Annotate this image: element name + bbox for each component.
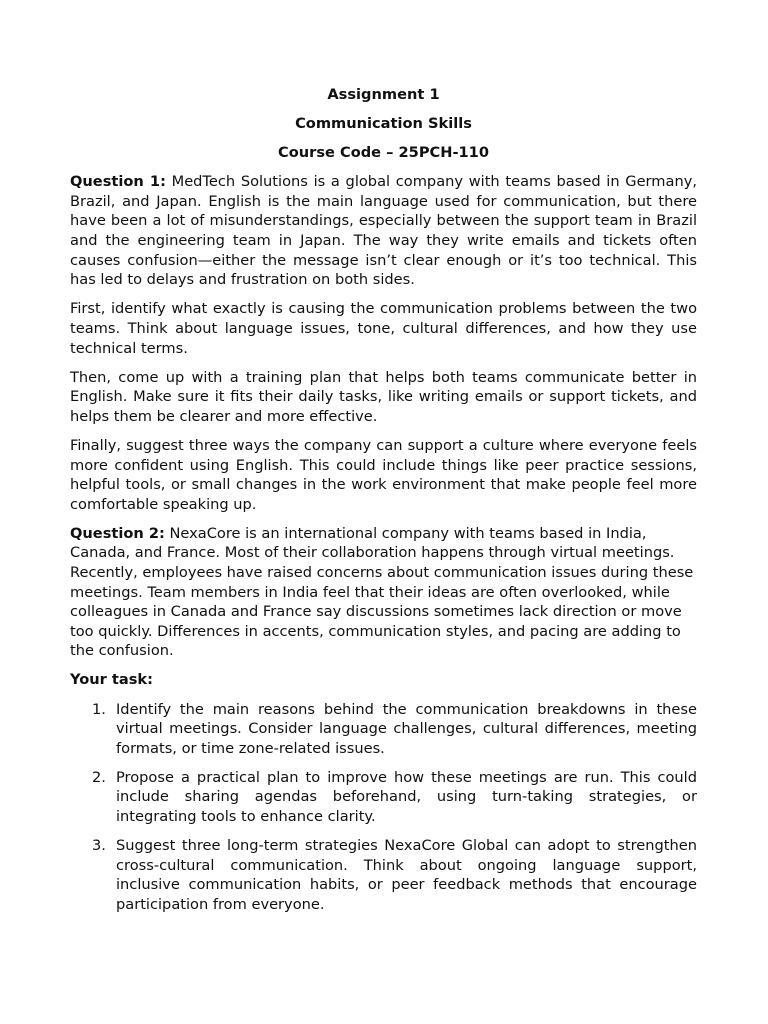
question-2-paragraph — [70, 524, 697, 661]
task-item — [70, 768, 697, 827]
question-1-label: Question 1: — [70, 173, 166, 191]
question-1-part-identify: First, identify what exactly is causing the communication problems between the two teams. Think about language issues, tone, cultural differences, and how they use technical terms. — [70, 300, 697, 357]
question-2-intro: NexaCore is an international company with teams based in India, Canada, and France. Most of their collaboration happens through virtual meetings. Recently, employees have raised concerns about communication issues during these meetings. Team members in India feel that their ideas are often overlooked, while colleagues in Canada and France say discussions sometimes lack direction or move too quickly. Differences in accents, communication styles, and pacing are adding to the confusion. — [70, 524, 694, 660]
assignment-title: Assignment 1 — [327, 86, 440, 103]
task-number: 2. — [92, 768, 106, 786]
task-item — [70, 700, 697, 759]
question-1-intro: MedTech Solutions is a global company with teams based in Germany, Brazil, and Japan. English is the main language used for communication, but there have been a lot of misunderstandings, especially between the support team in Brazil and the engineering team in Japan. The way they write emails and tickets often causes confusion—either the message isn’t clear enough or it’s too technical. This has led to delays and frustration on both sides. — [70, 173, 697, 289]
task-number: 3. — [92, 837, 106, 855]
document-page — [70, 85, 697, 924]
task-number: 1. — [92, 700, 106, 718]
question-1-part-culture: Finally, suggest three ways the company can support a culture where everyone feels more confident using English. This could include things like peer practice sessions, helpful tools, or small changes in the work environment that make people feel more comfortable speaking up. — [70, 436, 697, 513]
task-text: Identify the main reasons behind the communication breakdowns in these virtual meetings. Consider language challenges, cultural differences, meeting formats, or time zone-related issues. — [116, 700, 697, 757]
question-2-label: Question 2: — [70, 524, 165, 542]
question-1-part-training: Then, come up with a training plan that helps both teams communicate better in English. Make sure it fits their daily tasks, like writing emails or support tickets, and helps them be clearer and more effective. — [70, 368, 697, 425]
task-text: Suggest three long-term strategies NexaCore Global can adopt to strengthen cross-cultural communication. Think about ongoing language support, inclusive communication habits, or peer feedback methods that encourage participation from everyone. — [116, 837, 697, 913]
task-item — [70, 836, 697, 914]
task-heading: Your task: — [70, 671, 153, 689]
question-1-paragraph — [70, 172, 697, 290]
course-code: Course Code – 25PCH-110 — [278, 144, 489, 162]
task-heading-paragraph — [70, 670, 697, 690]
task-list — [70, 700, 697, 915]
subject-title: Communication Skills — [295, 115, 472, 133]
task-text: Propose a practical plan to improve how these meetings are run. This could include sharing agendas beforehand, using turn-taking strategies, or integrating tools to enhance clarity. — [116, 768, 697, 825]
